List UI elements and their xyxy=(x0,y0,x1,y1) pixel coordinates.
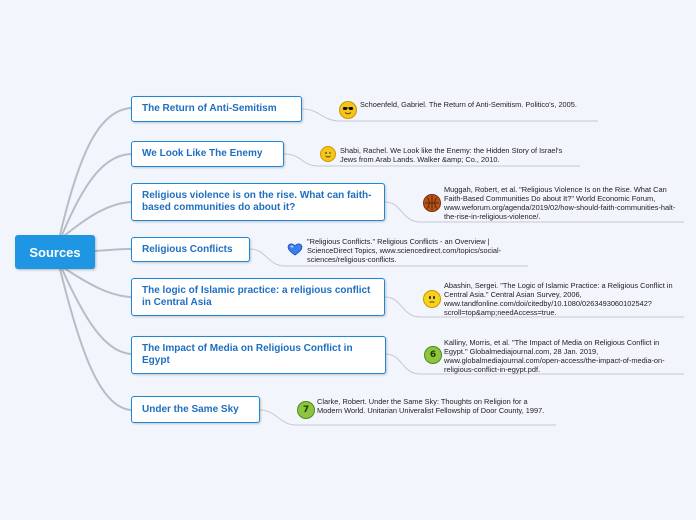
note-citation: Kalliny, Morris, et al. "The Impact of Media on Religious Conflict in Egypt." Globalmediajournal.com, 28 Jan. 2019, www.globalmediajournal.com/open-access/the-impact-of-media-on-religious-conflict-in-egypt.pdf. xyxy=(444,338,665,374)
note-citation: Muggah, Robert, et al. "Religious Violence Is on the Rise. What Can Faith-Based Communities Do about It?" World Economic Forum, www.weforum.org/agenda/2019/02/how-should-faith-communities-halt-the-rise-in-religious-violence/. xyxy=(444,185,676,221)
topic-label: The logic of Islamic practice: a religious conflict in Central Asia xyxy=(142,285,371,308)
note-citation: Shabi, Rachel. We Look like the Enemy: the Hidden Story of Israel's Jews from Arab Lands. Walker &amp; Co., 2010. xyxy=(340,146,563,164)
root-node-sources[interactable] xyxy=(15,235,95,269)
note-citation: "Religious Conflicts." Religious Conflicts - an Overview | ScienceDirect Topics, www.sciencedirect.com/topics/social-sciences/religious-conflicts. xyxy=(307,237,502,264)
sunglasses-smiley-icon xyxy=(339,101,357,119)
basketball-icon xyxy=(423,194,441,212)
topic-under-the-same-sky[interactable] xyxy=(131,396,260,423)
topic-label: The Impact of Media on Religious Conflict in Egypt xyxy=(142,343,353,366)
note-citation: Schoenfeld, Gabriel. The Return of Anti-Semitism. Politico's, 2005. xyxy=(360,100,577,109)
topic-we-look-like-the-enemy[interactable] xyxy=(131,141,284,167)
note-citation: Clarke, Robert. Under the Same Sky: Thoughts on Religion for a Modern World. Unitarian Univeralist Fellowship of Door County, 1997. xyxy=(317,397,545,415)
topic-impact-of-media-egypt[interactable] xyxy=(131,336,386,374)
topic-religious-conflicts[interactable] xyxy=(131,237,250,262)
blue-heart-icon xyxy=(287,241,303,257)
number-6-icon: 6 xyxy=(424,346,442,364)
neutral-smiley-icon xyxy=(423,290,441,308)
topic-label: Under the Same Sky xyxy=(142,403,239,415)
topic-return-of-anti-semitism[interactable] xyxy=(131,96,302,122)
number-7-icon: 7 xyxy=(297,401,315,419)
topic-label: Religious Conflicts xyxy=(142,243,233,255)
winking-smiley-icon xyxy=(320,146,336,162)
topic-label: The Return of Anti-Semitism xyxy=(142,103,277,114)
topic-label: Religious violence is on the rise. What can faith-based communities do about it? xyxy=(142,190,372,213)
note-citation: Abashin, Sergei. "The Logic of Islamic Practice: a Religious Conflict in Central Asia." Central Asian Survey, 2006, www.tandfonline.com/doi/citedby/10.1080/0263493060102542?scroll=top&amp;needAccess=true. xyxy=(444,281,673,317)
root-label: Sources xyxy=(29,244,81,260)
topic-logic-of-islamic-practice[interactable] xyxy=(131,278,385,316)
topic-label: We Look Like The Enemy xyxy=(142,148,263,159)
topic-religious-violence-on-the-rise[interactable] xyxy=(131,183,385,221)
